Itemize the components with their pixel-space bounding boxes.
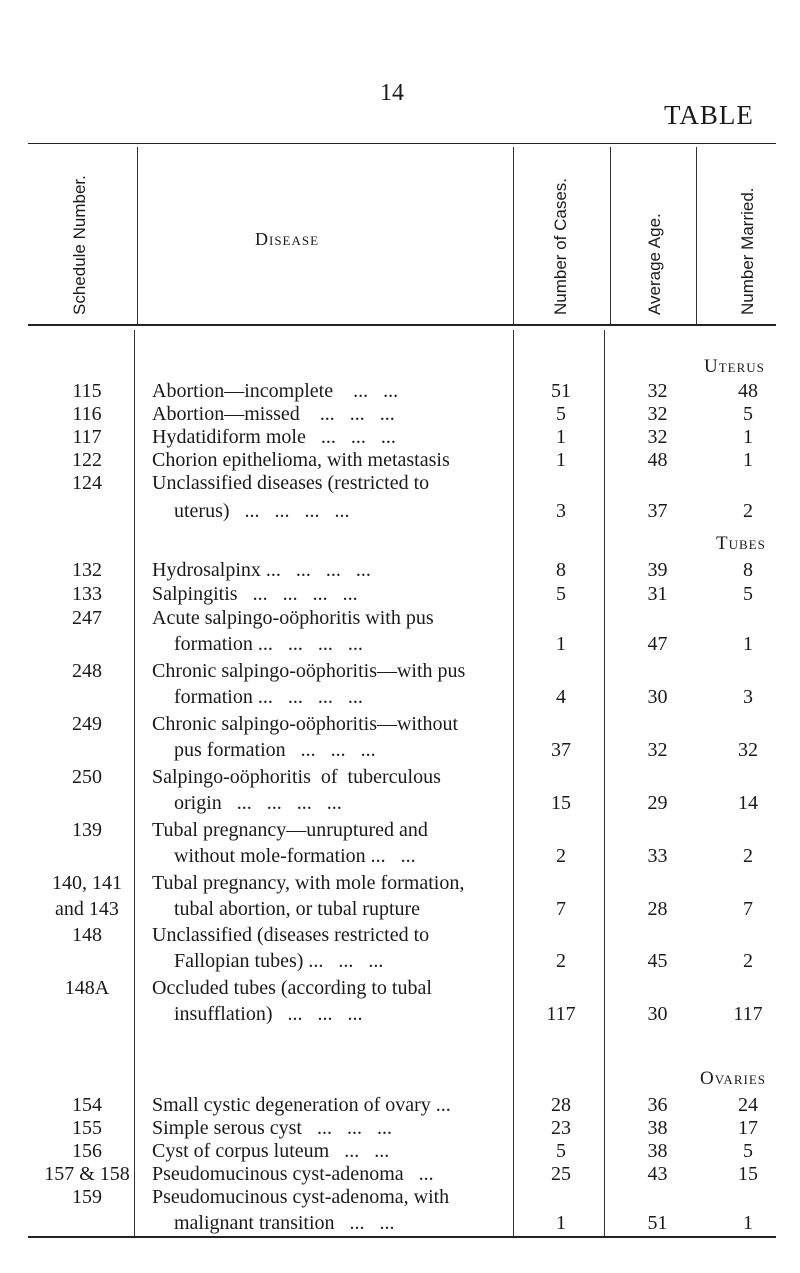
- married-cell: 1: [743, 426, 753, 448]
- bottom-rule: [28, 1236, 776, 1238]
- section-heading-ovaries: Ovaries: [700, 1068, 766, 1089]
- age-cell: 43: [647, 1163, 668, 1185]
- header-divider-2: [513, 147, 514, 325]
- schedule-cell: 117: [72, 426, 102, 448]
- header-divider-4: [696, 147, 697, 325]
- married-cell: 1: [743, 1212, 753, 1234]
- cases-cell: 1: [556, 1212, 566, 1234]
- age-cell: 30: [647, 686, 668, 708]
- married-cell: 1: [743, 633, 753, 655]
- cases-cell: 4: [556, 686, 566, 708]
- cases-cell: 8: [556, 559, 566, 581]
- cases-cell: 5: [556, 403, 566, 425]
- disease-cell: Hydrosalpinx ... ... ... ...: [152, 559, 371, 581]
- married-cell: 8: [743, 559, 753, 581]
- married-cell: 14: [738, 792, 758, 814]
- age-cell: 32: [647, 739, 668, 761]
- schedule-number-header: Schedule Number.: [70, 175, 89, 315]
- disease-cell: Tubal pregnancy, with mole formation, tubal abortion, or tubal rupture: [152, 872, 465, 920]
- disease-cell: Small cystic degeneration of ovary ...: [152, 1094, 451, 1116]
- disease-cell: Acute salpingo-oöphoritis with pus formation ... ... ... ...: [152, 607, 434, 655]
- header-rule: [28, 324, 776, 326]
- age-cell: 28: [647, 898, 668, 920]
- disease-cell: Simple serous cyst ... ... ...: [152, 1117, 392, 1139]
- cases-cell: 25: [551, 1163, 571, 1185]
- married-cell: 7: [743, 898, 753, 920]
- married-cell: 15: [738, 1163, 758, 1185]
- married-cell: 24: [738, 1094, 758, 1116]
- schedule-cell: 248: [72, 660, 102, 682]
- schedule-cell: 122: [72, 449, 102, 471]
- disease-cell: Cyst of corpus luteum ... ...: [152, 1140, 390, 1162]
- schedule-cell: 133: [72, 583, 102, 605]
- top-rule: [28, 143, 776, 144]
- schedule-cell: 115: [72, 380, 102, 402]
- married-cell: 2: [743, 845, 753, 867]
- age-cell: 29: [647, 792, 668, 814]
- disease-cell: Unclassified diseases (restricted to uterus) ... ... ... ...: [152, 472, 430, 522]
- married-cell: 2: [743, 500, 753, 522]
- age-cell: 30: [647, 1003, 668, 1025]
- cases-cell: 37: [551, 739, 571, 761]
- disease-cell: Tubal pregnancy—unruptured and without mole-formation ... ...: [152, 819, 428, 867]
- age-cell: 47: [647, 633, 668, 655]
- age-cell: 45: [647, 950, 668, 972]
- married-cell: 48: [738, 380, 758, 402]
- married-cell: 5: [743, 403, 753, 425]
- schedule-cell: 247: [72, 607, 102, 629]
- married-cell: 17: [738, 1117, 758, 1139]
- cases-cell: 1: [556, 449, 566, 471]
- header-divider-1: [137, 147, 138, 325]
- disease-cell: Unclassified (diseases restricted to Fallopian tubes) ... ... ...: [152, 924, 430, 972]
- section-heading-tubes: Tubes: [716, 533, 766, 554]
- married-cell: 1: [743, 449, 753, 471]
- disease-cell: Salpingitis ... ... ... ...: [152, 583, 358, 605]
- disease-cell: Chronic salpingo-oöphoritis—with pus formation ... ... ... ...: [152, 660, 466, 708]
- table-title: TABLE: [664, 100, 754, 130]
- cases-cell: 5: [556, 1140, 566, 1162]
- schedule-cell: 124: [72, 472, 102, 494]
- married-cell: 5: [743, 583, 753, 605]
- disease-cell: Chorion epithelioma, with metastasis: [152, 449, 450, 471]
- disease-cell: Chronic salpingo-oöphoritis—without pus formation ... ... ...: [152, 713, 459, 761]
- schedule-cell: 139: [72, 819, 102, 841]
- average-age-header: Average Age.: [645, 213, 664, 315]
- age-cell: 32: [647, 403, 668, 425]
- cases-cell: 3: [556, 500, 566, 522]
- number-of-cases-header: Number of Cases.: [551, 178, 570, 315]
- age-cell: 32: [647, 380, 668, 402]
- married-cell: 5: [743, 1140, 753, 1162]
- disease-cell: Pseudomucinous cyst-adenoma, with malignant transition ... ...: [152, 1186, 450, 1234]
- disease-cell: Abortion—incomplete ... ...: [152, 380, 399, 402]
- married-cell: 3: [743, 686, 753, 708]
- age-cell: 51: [647, 1212, 668, 1234]
- cases-cell: 1: [556, 633, 566, 655]
- disease-cell: Hydatidiform mole ... ... ...: [152, 426, 396, 448]
- schedule-cell: 156: [72, 1140, 102, 1162]
- schedule-cell: 116: [72, 403, 102, 425]
- cases-cell: 117: [546, 1003, 576, 1025]
- cases-cell: 5: [556, 583, 566, 605]
- header-divider-3: [610, 147, 611, 325]
- age-cell: 38: [647, 1140, 668, 1162]
- disease-cell: Salpingo-oöphoritis of tuberculous origin ... ... ... ...: [152, 766, 441, 814]
- schedule-cell: 249: [72, 713, 102, 735]
- cases-cell: 15: [551, 792, 571, 814]
- disease-cell: Abortion—missed ... ... ...: [152, 403, 395, 425]
- disease-header: Disease: [255, 229, 320, 249]
- schedule-cell: 154: [72, 1094, 102, 1116]
- age-cell: 39: [647, 559, 668, 581]
- cases-cell: 28: [551, 1094, 571, 1116]
- schedule-cell: 140, 141 and 143: [52, 872, 122, 920]
- schedule-cell: 148: [72, 924, 102, 946]
- disease-cell: Pseudomucinous cyst-adenoma ...: [152, 1163, 434, 1185]
- body-divider-2: [513, 330, 514, 1236]
- schedule-cell: 148A: [64, 977, 110, 999]
- cases-cell: 1: [556, 426, 566, 448]
- cases-cell: 51: [551, 380, 571, 402]
- married-cell: 32: [738, 739, 758, 761]
- age-cell: 33: [647, 845, 668, 867]
- age-cell: 36: [647, 1094, 668, 1116]
- age-cell: 37: [647, 500, 668, 522]
- age-cell: 38: [647, 1117, 668, 1139]
- cases-cell: 2: [556, 950, 566, 972]
- age-cell: 31: [647, 583, 668, 605]
- schedule-cell: 155: [72, 1117, 102, 1139]
- schedule-cell: 157 & 158: [44, 1163, 130, 1185]
- number-married-header: Number Married.: [738, 187, 757, 315]
- age-cell: 48: [647, 449, 668, 471]
- cases-cell: 23: [551, 1117, 571, 1139]
- cases-cell: 2: [556, 845, 566, 867]
- schedule-cell: 132: [72, 559, 102, 581]
- page-number: 14: [380, 80, 404, 106]
- cases-cell: 7: [556, 898, 566, 920]
- schedule-cell: 159: [72, 1186, 102, 1208]
- age-cell: 32: [647, 426, 668, 448]
- disease-cell: Occluded tubes (according to tubal insufflation) ... ... ...: [152, 977, 432, 1025]
- married-cell: 117: [733, 1003, 763, 1025]
- schedule-cell: 250: [72, 766, 102, 788]
- married-cell: 2: [743, 950, 753, 972]
- section-heading-uterus: Uterus: [704, 356, 765, 377]
